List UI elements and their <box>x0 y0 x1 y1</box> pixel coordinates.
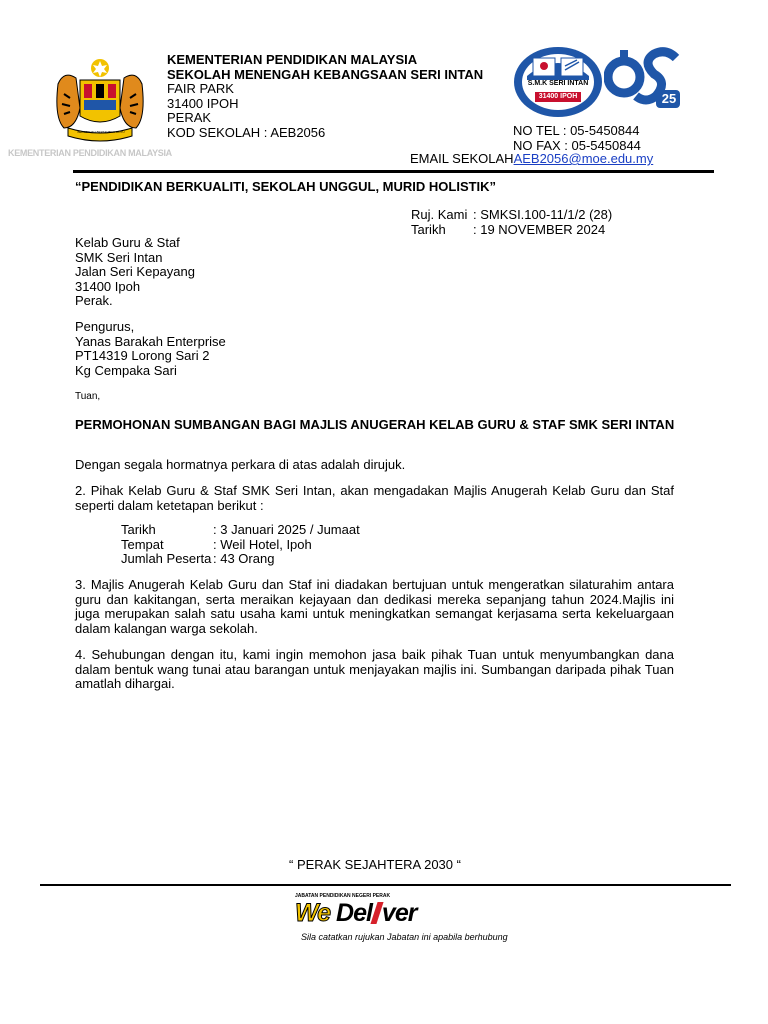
recipient-address <box>75 320 226 378</box>
footer-divider <box>40 884 731 886</box>
jabatan-label: JABATAN PENDIDIKAN NEGERI PERAK <box>295 893 391 899</box>
letter-subject: PERMOHONAN SUMBANGAN BAGI MAJLIS ANUGERAH KELAB GURU & STAF SMK SERI INTAN <box>75 417 675 432</box>
coat-of-arms-logo <box>50 54 150 144</box>
phone-number: NO TEL : 05-5450844 <box>513 123 640 138</box>
recipient-line: Pengurus, <box>75 319 135 334</box>
email-line <box>410 152 653 167</box>
detail-venue-label: Tempat <box>121 536 164 552</box>
footer-slogan: “ PERAK SEJAHTERA 2030 “ <box>289 857 461 872</box>
school-logo <box>513 46 603 118</box>
sender-line: Jalan Seri Kepayang <box>75 264 195 279</box>
school-motto: “PENDIDIKAN BERKUALITI, SEKOLAH UNGGUL, MURID HOLISTIK” <box>75 179 497 194</box>
detail-date-value: : 3 Januari 2025 / Jumaat <box>213 522 360 537</box>
date-value: : 19 NOVEMBER 2024 <box>473 221 606 237</box>
anniversary-logo <box>604 44 682 110</box>
paragraph-2: 2. Pihak Kelab Guru & Staf SMK Seri Intan, akan mengadakan Majlis Anugerah Kelab Guru dan Staf seperti dalam ketetapan berikut : <box>75 483 674 513</box>
detail-date-label: Tarikh <box>121 522 156 537</box>
detail-participants-label: Jumlah Peserta <box>121 551 212 566</box>
deliver-text-a: Del <box>336 899 372 927</box>
ref-label: Ruj. Kami <box>411 207 468 222</box>
sender-line: SMK Seri Intan <box>75 249 163 265</box>
detail-venue-value: : Weil Hotel, Ipoh <box>213 536 312 552</box>
fax-number: NO FAX : 05-5450844 <box>513 137 641 153</box>
reference-block <box>411 208 612 237</box>
school-code: KOD SEKOLAH : AEB2056 <box>167 124 326 140</box>
school-logo-postcode: 31400 IPOH <box>538 93 578 100</box>
crest-motto: BERSEKUTU BERTAMBAH MUTU <box>77 130 125 134</box>
sender-address <box>75 236 195 309</box>
recipient-line: Yanas Barakah Enterprise <box>75 333 226 349</box>
letterhead <box>167 53 483 140</box>
ministry-name: KEMENTERIAN PENDIDIKAN MALAYSIA <box>167 52 418 67</box>
date-label: Tarikh <box>411 221 446 237</box>
detail-participants-value: : 43 Orang <box>213 551 275 566</box>
paragraph-4: 4. Sehubungan dengan itu, kami ingin memohon jasa baik pihak Tuan untuk menyumbangkan dana dalam bentuk wang tunai atau barangan untuk menjayakan majlis ini. Sumbangan daripada pihak Tuan amatlah dihargai. <box>75 647 674 691</box>
recipient-line: Kg Cempaka Sari <box>75 362 177 378</box>
school-email-link[interactable]: AEB2056@moe.edu.my <box>513 151 654 166</box>
paragraph-1: Dengan segala hormatnya perkara di atas adalah dirujuk. <box>75 457 406 472</box>
event-details <box>121 523 360 567</box>
deliver-text-b: ver <box>381 899 417 927</box>
anniversary-number: 25 <box>661 91 677 106</box>
salutation: Tuan, <box>75 391 101 402</box>
we-deliver-logo <box>295 893 465 929</box>
school-logo-name: S.M.K SERI INTAN <box>527 80 589 87</box>
we-text: We <box>295 899 331 927</box>
ref-value: : SMKSI.100-11/1/2 (28) <box>473 207 613 222</box>
address-line-2: 31400 IPOH <box>167 95 239 111</box>
header-divider <box>73 170 714 173</box>
sender-line: Kelab Guru & Staf <box>75 235 180 250</box>
address-line-1: FAIR PARK <box>167 81 234 96</box>
footer-note: Sila catatkan rujukan Jabatan ini apabila berhubung <box>301 932 508 942</box>
email-label: EMAIL SEKOLAH <box>410 151 514 166</box>
contact-block <box>513 124 641 153</box>
address-line-3: PERAK <box>167 110 212 125</box>
school-name: SEKOLAH MENENGAH KEBANGSAAN SERI INTAN <box>167 66 484 82</box>
paragraph-3: 3. Majlis Anugerah Kelab Guru dan Staf ini diadakan bertujuan untuk mengeratkan silaturahim antara guru dan kakitangan, serta meraikan kejayaan dan dedikasi mereka sepanjang tahun 2024.Majlis ini juga merupakan salah satu usaha kami untuk meningkatkan semangat kerjasama serta kekeluargaan dalam kalangan warga sekolah. <box>75 577 674 636</box>
sender-line: Perak. <box>75 293 113 308</box>
faint-ministry-text: KEMENTERIAN PENDIDIKAN MALAYSIA <box>8 148 172 158</box>
recipient-line: PT14319 Lorong Sari 2 <box>75 348 210 363</box>
sender-line: 31400 Ipoh <box>75 278 141 294</box>
